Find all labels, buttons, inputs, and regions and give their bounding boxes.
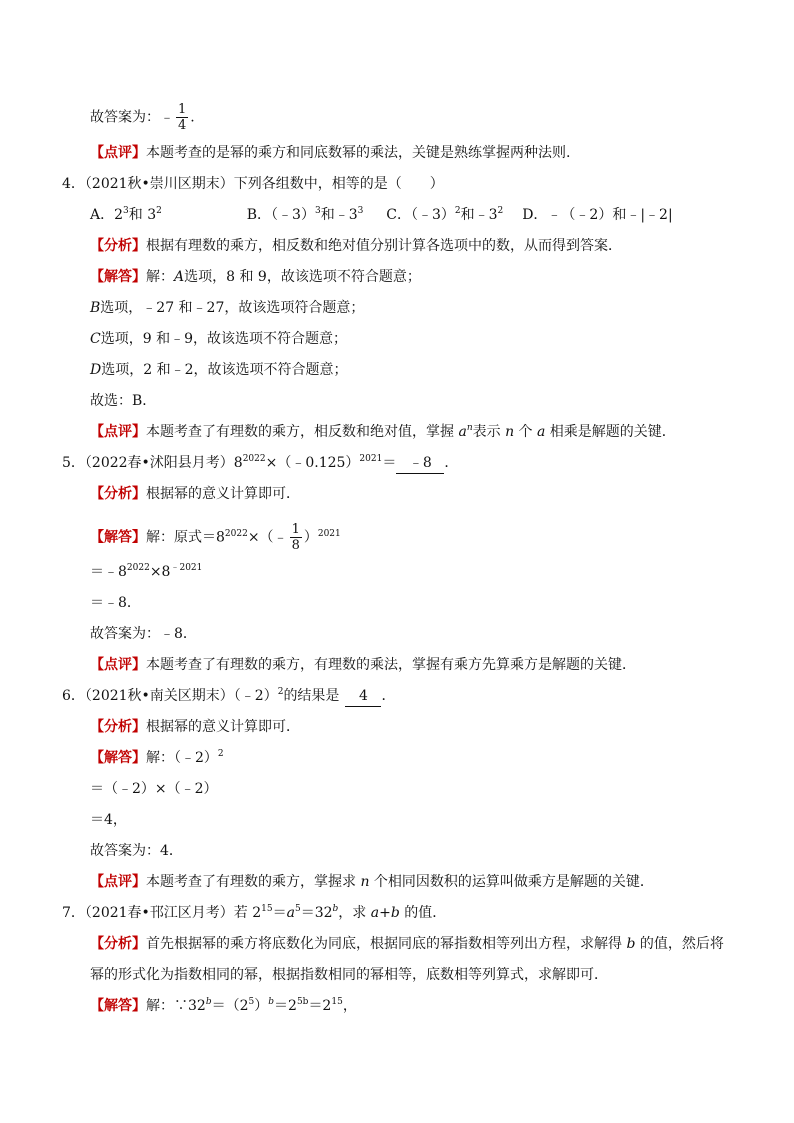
analysis-line: 【分析】首先根据幂的乘方将底数化为同底，根据同底的幂指数相等列出方程，求解得 b 的值，然后将 — [90, 936, 724, 952]
solution-line: ＝﹣8． — [90, 595, 141, 611]
comment-line: 【点评】本题考查了有理数的乘方，有理数的乘法，掌握有乘方先算乘方是解题的关键． — [90, 657, 636, 673]
solution-line: $=﹣8^{2022}\times 8^{﹣2021}$ — [90, 563, 203, 580]
answer-line: 【解答】解：原式$=8^{2022}\times(﹣$ $\frac{1}{8}$ ）$^{2021}$ — [90, 522, 341, 553]
final-answer-line: 故答案为：﹣8． — [90, 626, 197, 642]
solution-line: D选项，2 和﹣2，故该选项不符合题意； — [90, 362, 348, 378]
answer-line: 故答案为：﹣ $\frac{1}{4}$ . — [90, 102, 195, 133]
answer-line: 【解答】解：（﹣2）$^2$ — [90, 749, 224, 766]
option-b: B．（﹣3）$^3$和$﹣3^3$ — [246, 206, 364, 223]
final-answer-line: 故答案为：4． — [90, 843, 183, 859]
fraction: $\frac{1}{4}$ — [178, 102, 187, 133]
solution-line: ＝（﹣2）×（﹣2） — [90, 781, 218, 797]
solution-line: ＝4， — [90, 812, 127, 828]
question-4-stem: 4．（2021秋•崇川区期末）下列各组数中，相等的是（ ） — [62, 176, 444, 192]
solution-line: B选项，﹣27 和﹣27，故该选项符合题意； — [90, 300, 365, 316]
option-c: C．（﹣3）$^2$和$﹣3^2$ — [386, 206, 504, 223]
comment-line: 【点评】本题考查了有理数的乘方，相反数和绝对值，掌握 $a^n$表示 n 个 a 相乘是解题的关键． — [90, 423, 676, 440]
question-4-options — [90, 205, 673, 227]
option-a: A．$2^3$和 $3^2$ — [90, 206, 162, 223]
answer-blank: ﹣8 — [396, 453, 444, 474]
question-5-stem: 5．（2022春•沭阳县月考）$8^{2022}\times(﹣0.125)^{2021}=$ ﹣8 ． — [62, 453, 458, 475]
answer-line: 【解答】解：A选项，8 和 9，故该选项不符合题意； — [90, 269, 421, 285]
analysis-line: 幂的形式化为指数相同的幂，根据指数相同的幂相等，底数相等列算式，求解即可． — [90, 967, 608, 983]
answer-line: 【解答】解：$\because 32^b=(2^5)^b=2^{5b}=2^{15}$， — [90, 997, 357, 1014]
answer-blank: 4 — [345, 686, 381, 707]
choice-line: 故选：B． — [90, 393, 157, 409]
solution-line: C选项，9 和﹣9，故该选项不符合题意； — [90, 331, 347, 347]
analysis-line: 【分析】根据幂的意义计算即可． — [90, 719, 300, 735]
comment-line: 【点评】本题考查的是幂的乘方和同底数幂的乘法，关键是熟练掌握两种法则. — [90, 145, 571, 161]
question-7-stem: 7．（2021春•邗江区月考）若 $2^{15}=a^5=32^b$，求 a+b 的值． — [62, 904, 447, 921]
question-6-stem: 6．（2021秋•南关区期末）（﹣2）$^2$的结果是 4 ． — [62, 686, 395, 708]
analysis-line: 【分析】根据有理数的乘方，相反数和绝对值分别计算各选项中的数，从而得到答案． — [90, 238, 622, 254]
fraction: $\frac{1}{8}$ — [291, 522, 300, 553]
comment-line: 【点评】本题考查了有理数的乘方，掌握求 n 个相同因数积的运算叫做乘方是解题的关键． — [90, 874, 654, 890]
analysis-line: 【分析】根据幂的意义计算即可． — [90, 486, 300, 502]
option-d: D．﹣（﹣2）和﹣|﹣2| — [522, 207, 673, 223]
